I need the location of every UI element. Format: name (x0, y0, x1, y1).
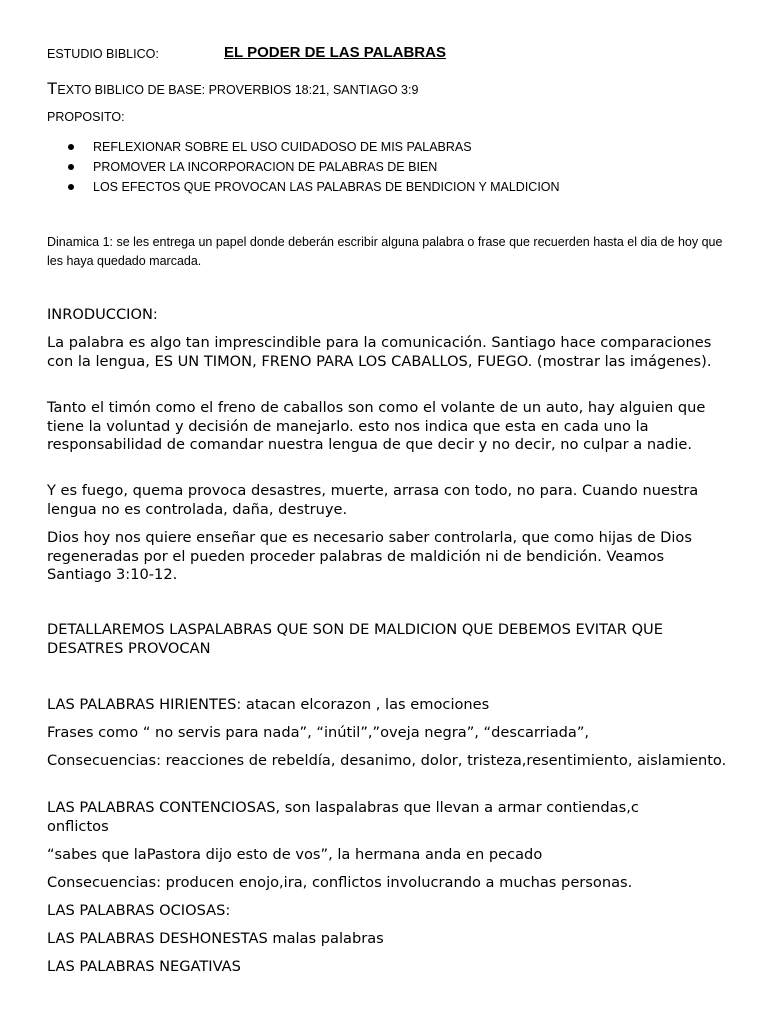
ociosas-heading: LAS PALABRAS OCIOSAS: (47, 902, 231, 919)
intro-heading: INRODUCCION: (47, 306, 158, 323)
deshonestas-heading: LAS PALABRAS DESHONESTAS malas palabras (47, 930, 384, 947)
bullet-dot-icon (68, 144, 74, 150)
contenciosas-line-2: onflictos (47, 817, 109, 835)
hirientes-consequences: Consecuencias: reacciones de rebeldía, desanimo, dolor, tristeza,resentimiento, aislamiento. (47, 752, 727, 769)
hirientes-heading: LAS PALABRAS HIRIENTES: atacan elcorazon , las emociones (47, 696, 490, 713)
purpose-label: PROPOSITO: (47, 110, 125, 124)
purpose-item: LOS EFECTOS QUE PROVOCAN LAS PALABRAS DE BENDICION Y MALDICION (64, 177, 560, 197)
document-title: EL PODER DE LAS PALABRAS (224, 44, 446, 61)
intro-paragraph-3: Y es fuego, quema provoca desastres, muerte, arrasa con todo, no para. Cuando nuestra lengua no es controlada, daña, destruye. (47, 482, 699, 518)
contenciosas-heading (47, 799, 727, 836)
base-text-initial: T (47, 79, 58, 98)
purpose-item: REFLEXIONAR SOBRE EL USO CUIDADOSO DE MIS PALABRAS (64, 137, 560, 157)
purpose-item: PROMOVER LA INCORPORACION DE PALABRAS DE BIEN (64, 157, 560, 177)
hirientes-phrases: Frases como “ no servis para nada”, “inútil”,”oveja negra”, “descarriada”, (47, 724, 590, 741)
negativas-heading: LAS PALABRAS NEGATIVAS (47, 958, 241, 975)
base-text-rest: EXTO BIBLICO DE BASE: PROVERBIOS 18:21, SANTIAGO 3:9 (57, 83, 419, 97)
dinamica-paragraph: Dinamica 1: se les entrega un papel donde deberán escribir alguna palabra o frase que recuerden hasta el dia de hoy que les haya quedado marcada. (47, 235, 723, 268)
contenciosas-consequences: Consecuencias: producen enojo,ira, conflictos involucrando a muchas personas. (47, 874, 633, 891)
study-label: ESTUDIO BIBLICO: (47, 47, 159, 61)
purpose-list (64, 137, 560, 197)
contenciosas-quote: “sabes que laPastora dijo esto de vos”, la hermana anda en pecado (47, 846, 543, 863)
bullet-dot-icon (68, 164, 74, 170)
intro-paragraph-2: Tanto el timón como el freno de caballos son como el volante de un auto, hay alguien que tiene la voluntad y decisión de manejarlo. esto nos indica que esta en cada uno la responsabilidad de comandar nuestra lengua de que decir y no decir, no culpar a nadie. (47, 399, 706, 453)
contenciosas-line-1: LAS PALABRAS CONTENCIOSAS, son laspalabras que llevan a armar contiendas,c (47, 799, 639, 816)
base-text-line (47, 79, 418, 99)
bullet-dot-icon (68, 184, 74, 190)
intro-paragraph-4: Dios hoy nos quiere enseñar que es necesario saber controlarla, que como hijas de Dios regeneradas por el pueden proceder palabras de maldición ni de bendición. Veamos Santiago 3:10-12. (47, 529, 692, 583)
intro-paragraph-1: La palabra es algo tan imprescindible para la comunicación. Santiago hace comparaciones con la lengua, ES UN TIMON, FRENO PARA LOS CABALLOS, FUEGO. (mostrar las imágenes). (47, 334, 712, 370)
detail-heading: DETALLAREMOS LASPALABRAS QUE SON DE MALDICION QUE DEBEMOS EVITAR QUE DESATRES PROVOCAN (47, 621, 663, 657)
